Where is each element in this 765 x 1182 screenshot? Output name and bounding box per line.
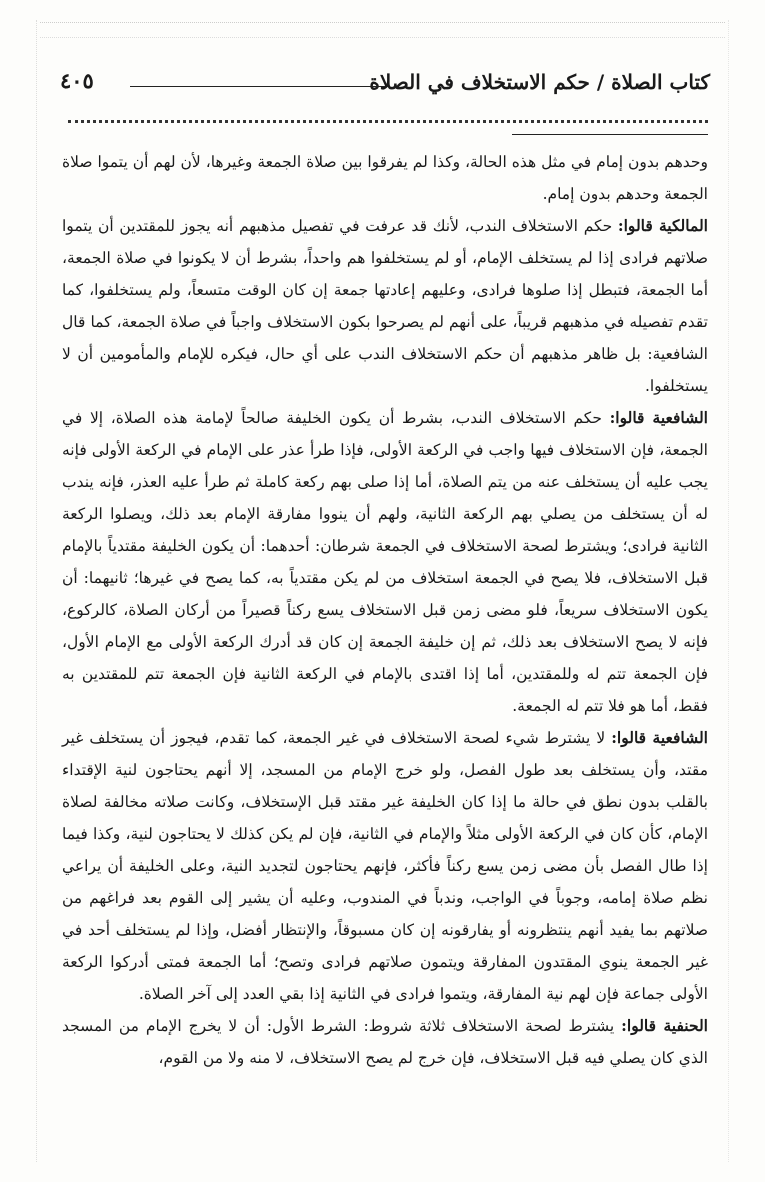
page-edge-left	[4, 20, 37, 1162]
paragraph-lead: الحنفية قالوا:	[621, 1016, 708, 1035]
dotted-separator	[68, 120, 708, 123]
header-title: كتاب الصلاة / حكم الاستخلاف في الصلاة	[369, 70, 710, 94]
paragraph	[62, 722, 708, 1010]
header-rule	[130, 86, 385, 87]
page-edge-top	[40, 22, 725, 38]
page-edge-right	[728, 20, 761, 1162]
paragraph-lead: الشافعية قالوا:	[611, 728, 708, 747]
paragraph	[62, 402, 708, 722]
paragraph-text: وحدهم بدون إمام في مثل هذه الحالة، وكذا لم يفرقوا بين صلاة الجمعة وغيرها، لأن لهم أن يتموا صلاة الجمعة وحدهم بدون إمام.	[62, 153, 708, 203]
page-number: ٤٠٥	[60, 68, 94, 93]
paragraph-text: لا يشترط شيء لصحة الاستخلاف في غير الجمعة، كما تقدم، فيجوز أن يستخلف غير مقتد، وأن يستخلف بعد طول الفصل، ولو خرج الإمام من المسجد، إلا أنهم يحتاجون لنية الإقتداء بالقلب بدون نطق في حالة ما إذا كان الخليفة غير مقتد قبل الإستخلاف، وكانت صلاته مخالفة لصلاة الإمام، كأن كان في الركعة الأولى مثلاً والإمام في الثانية، فإن لم يكن كذلك لا يحتاجون لنية، وكذا فيما إذا طال الفصل بأن مضى زمن يسع ركناً فأكثر، فإنهم يحتاجون لتجديد النية، وعلى الخليفة أن يراعي نظم صلاة إمامه، وجوباً في الواجب، وندباً في المندوب، وعليه أن يشير إلى القوم بعد فراغهم من صلاتهم بما يفيد أنهم ينتظرونه أو يفارقونه إن كان مسبوقاً، والإنتظار أفضل، وإذا لم يستخلف أحد في غير الجمعة ينوي المقتدون المفارقة ويتمون صلاتهم فرادى وتصح؛ أما الجمعة فمتى أدركوا الركعة الأولى جماعة فإن لهم نية المفارقة، ويتموا فرادى في الثانية إذا بقي العدد إلى آخر الصلاة.	[62, 729, 708, 1003]
paragraph-lead: المالكية قالوا:	[617, 216, 708, 235]
paragraph-text: حكم الاستخلاف الندب، بشرط أن يكون الخليفة صالحاً لإمامة هذه الصلاة، إلا في الجمعة، فإن الاستخلاف فيها واجب في الركعة الأولى، فإذا طرأ عذر على الإمام في الركعة الأولى فإنه يجب عليه أن يستخلف عنه من يتم الصلاة، أما إذا صلى بهم ركعة كاملة ثم طرأ عليه العذر، فإنه يندب له أن يستخلف من يصلي بهم الركعة الثانية، ولهم أن ينووا مفارقة الإمام بعد ذلك، ويصلوا الركعة الثانية فرادى؛ ويشترط لصحة الاستخلاف في الجمعة شرطان: أحدهما: أن يكون الخليفة مقتدياً بالإمام قبل الاستخلاف، فلا يصح في الجمعة استخلاف من لم يكن مقتدياً به، كما يصح في غيرها؛ ثانيهما: أن يكون الاستخلاف سريعاً، فلو مضى زمن قبل الاستخلاف يسع ركناً قصيراً من أركان الصلاة، كالركوع، فإنه لا يصح الاستخلاف بعد ذلك، ثم إن خليفة الجمعة إن كان قد أدرك الركعة الأولى مع الإمام الأول، فإن الجمعة تتم له وللمقتدين، أما إذا اقتدى بالإمام في الركعة الثانية فإن الجمعة تتم للمقتدين به فقط، أما هو فلا تتم له الجمعة.	[62, 409, 708, 715]
paragraph-text: يشترط لصحة الاستخلاف ثلاثة شروط: الشرط الأول: أن لا يخرج الإمام من المسجد الذي كان يصلي فيه قبل الاستخلاف، فإن خرج لم يصح الاستخلاف، لا منه ولا من القوم،	[62, 1017, 708, 1067]
paragraph-lead: الشافعية قالوا:	[609, 408, 708, 427]
paragraph	[62, 146, 708, 210]
body-text	[62, 146, 708, 1074]
paragraph	[62, 210, 708, 402]
paragraph	[62, 1010, 708, 1074]
running-header	[60, 70, 710, 104]
short-separator	[512, 134, 708, 135]
paragraph-text: حكم الاستخلاف الندب، لأنك قد عرفت في تفصيل مذهبهم أنه يجوز للمقتدين أن يتموا صلاتهم فرادى إذا لم يستخلف الإمام، أو لم يستخلفوا هم واحداً، بشرط أن لا يكونوا في صلاة الجمعة، أما الجمعة، فتبطل إذا صلوها فرادى، وعليهم إعادتها جمعة إن كان الوقت متسعاً، ولم يستخلفوا، كما تقدم تفصيله في مذهبهم قريباً، على أنهم لم يصرحوا بكون الاستخلاف واجباً في صلاة الجمعة، كما قال الشافعية: بل ظاهر مذهبهم أن حكم الاستخلاف الندب على أي حال، فيكره للإمام والمأمومين أن لا يستخلفوا.	[62, 217, 708, 395]
